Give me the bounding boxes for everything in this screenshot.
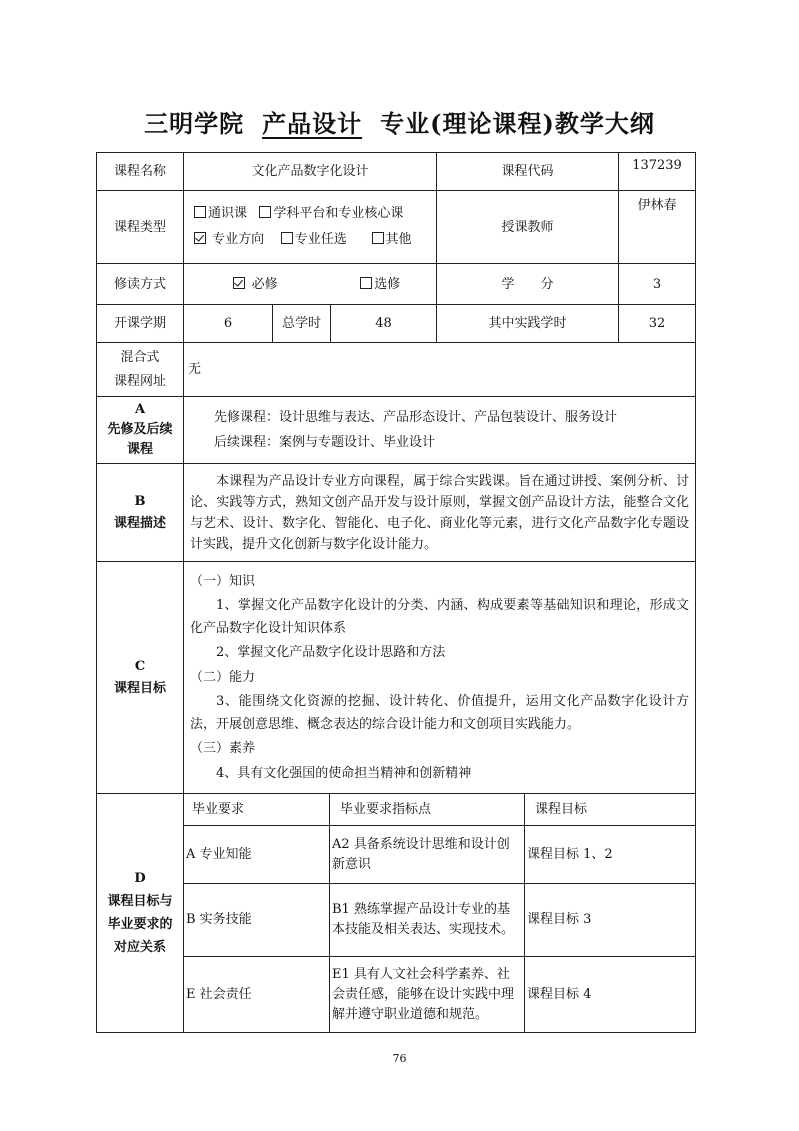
objective-heading-literacy: （三）素养 xyxy=(190,741,256,756)
mixed-course-url: 无 xyxy=(184,343,696,397)
section-c-label: C 课程目标 xyxy=(97,562,184,794)
page-number: 76 xyxy=(392,1052,407,1065)
credit: 3 xyxy=(619,264,696,305)
objective-1: 1、掌握文化产品数字化设计的分类、内涵、构成要素等基础知识和理论，形成文化产品数字化设计知识体系 xyxy=(190,598,690,636)
study-mode-options: 必修 选修 xyxy=(184,264,437,305)
objective-3: 3、能围绕文化资源的挖掘、设计转化、价值提升，运用文化产品数字化设计方法，开展创意思维、概念表达的综合设计能力和文创项目实践能力。 xyxy=(190,694,690,732)
syllabus-table xyxy=(96,152,696,1033)
table-row: E 社会责任 E1 具有人文社会科学素养、社会责任感，能够在设计实践中理解并遵守职业道德和规范。 课程目标 4 xyxy=(184,957,696,1033)
header-objective: 课程目标 xyxy=(525,794,696,826)
semester-label: 开课学期 xyxy=(97,305,184,343)
checkbox-other[interactable] xyxy=(372,232,384,244)
table-row: A 专业知能 A2 具备系统设计思维和设计创新意识 课程目标 1、2 xyxy=(184,826,696,884)
course-type-options: 通识课 学科平台和专业核心课 专业方向 专业任选 其他 xyxy=(184,191,437,264)
teacher: 伊林春 xyxy=(619,191,696,264)
section-d-content xyxy=(184,794,696,1033)
hours: 48 xyxy=(331,305,437,343)
objective-heading-ability: （二）能力 xyxy=(190,670,256,685)
table-row: B 实务技能 B1 熟练掌握产品设计专业的基本技能及相关表达、实现技术。 课程目标 3 xyxy=(184,884,696,957)
checkbox-required[interactable] xyxy=(233,277,245,289)
title-suffix: 专业(理论课程)教学大纲 xyxy=(380,109,655,138)
section-a-content xyxy=(184,397,696,464)
header-requirement: 毕业要求 xyxy=(184,794,330,826)
course-type-label: 课程类型 xyxy=(97,191,184,264)
title-college: 三明学院 xyxy=(144,109,245,138)
checkbox-elective[interactable] xyxy=(281,232,293,244)
mixed-course-label: 混合式 课程网址 xyxy=(97,343,184,397)
course-objectives xyxy=(184,562,696,794)
course-code-label: 课程代码 xyxy=(437,153,619,191)
credit-label: 学 分 xyxy=(437,264,619,305)
checkbox-general[interactable] xyxy=(194,206,206,218)
objective-2: 2、掌握文化产品数字化设计思路和方法 xyxy=(216,645,446,660)
course-name: 文化产品数字化设计 xyxy=(184,153,437,191)
study-mode-label: 修读方式 xyxy=(97,264,184,305)
header-indicator: 毕业要求指标点 xyxy=(330,794,525,826)
mapping-table xyxy=(183,793,696,1033)
follow-up-courses: 后续课程：案例与专题设计、毕业设计 xyxy=(214,435,436,450)
checkbox-direction[interactable] xyxy=(194,232,206,244)
teacher-label: 授课教师 xyxy=(437,191,619,264)
checkbox-optional[interactable] xyxy=(360,277,372,289)
course-description: 本课程为产品设计专业方向课程，属于综合实践课。旨在通过讲授、案例分析、讨论、实践等方式，熟知文创产品开发与设计原则，掌握文创产品设计方法，能整合文化与艺术、设计、数字化、智能化、电子化、商业化等元素，进行文化产品数字化专题设计实践，提升文化创新与数字化设计能力。 xyxy=(184,464,696,562)
title-major: 产品设计 xyxy=(262,109,363,138)
semester: 6 xyxy=(184,305,273,343)
mapping-header-row xyxy=(184,794,696,826)
section-a-label: A 先修及后续 课程 xyxy=(97,397,184,464)
checkbox-core[interactable] xyxy=(259,206,271,218)
section-b-label: B 课程描述 xyxy=(97,464,184,562)
objective-4: 4、具有文化强国的使命担当精神和创新精神 xyxy=(216,766,472,781)
page-title xyxy=(0,104,799,139)
section-d-label: D 课程目标与 毕业要求的 对应关系 xyxy=(97,794,184,1033)
hours-label: 总学时 xyxy=(273,305,331,343)
prerequisite-courses: 先修课程：设计思维与表达、产品形态设计、产品包装设计、服务设计 xyxy=(214,410,618,425)
practice: 32 xyxy=(619,305,696,343)
course-name-label: 课程名称 xyxy=(97,153,184,191)
practice-label: 其中实践学时 xyxy=(437,305,619,343)
course-code: 137239 xyxy=(619,153,696,191)
objective-heading-knowledge: （一）知识 xyxy=(190,574,256,589)
